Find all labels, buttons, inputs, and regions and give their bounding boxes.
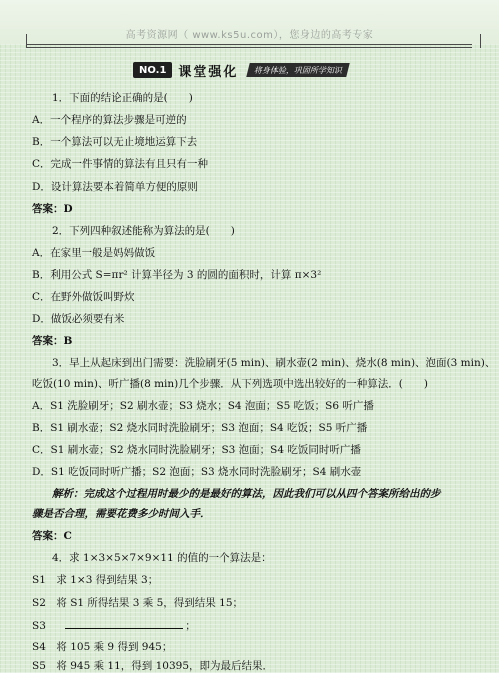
- fill-in-blank: [65, 618, 183, 629]
- option-3b: B．S1 刷水壶；S2 烧水同时洗脸刷牙；S3 泡面；S4 吃饭；S5 听广播: [32, 422, 368, 434]
- answer-2: 答案：B: [32, 335, 73, 347]
- option-3c: C．S1 刷水壶；S2 烧水同时洗脸刷牙；S3 泡面；S4 吃饭同时听广播: [32, 444, 361, 456]
- option-3a: A．S1 洗脸刷牙；S2 刷水壶；S3 烧水；S4 泡面；S5 吃饭；S6 听广播: [32, 400, 374, 412]
- step-s3-end: ；: [185, 620, 196, 632]
- option-1a: A．一个程序的算法步骤是可逆的: [32, 114, 187, 126]
- question-4: 4．求 1×3×5×7×9×11 的值的一个算法是：: [52, 552, 272, 564]
- step-s4: S4 将 105 乘 9 得到 945；: [32, 641, 173, 653]
- option-2b: B．利用公式 S=πr² 计算半径为 3 的圆的面积时，计算 π×3²: [32, 269, 322, 281]
- step-s5: S5 将 945 乘 11，得到 10395，即为最后结果．: [32, 660, 274, 672]
- section-title: 课堂强化: [178, 64, 239, 80]
- header-rule: [26, 44, 472, 45]
- section-badge: NO.1: [133, 62, 172, 78]
- explanation-line-1: 解析：完成这个过程用时最少的是最好的算法，因此我们可以从四个答案所给出的步: [52, 488, 441, 500]
- option-1b: B．一个算法可以无止境地运算下去: [32, 136, 198, 148]
- option-2c: C．在野外做饭叫野炊: [32, 291, 135, 303]
- header-rule-left-corner: [26, 34, 35, 48]
- section-banner: [133, 62, 393, 78]
- step-s3: [32, 618, 196, 633]
- answer-1: 答案：D: [32, 203, 73, 215]
- question-2: 2．下列四种叙述能称为算法的是( ): [52, 225, 235, 237]
- option-1c: C．完成一件事情的算法有且只有一种: [32, 158, 209, 170]
- question-3-line-2: 吃饭(10 min)、听广播(8 min)几个步骤．从下列选项中选出较好的一种算法．( ): [32, 378, 428, 390]
- step-s1: S1 求 1×3 得到结果 3；: [32, 574, 159, 586]
- option-1d: D．设计算法要本着简单方便的原则: [32, 181, 198, 193]
- header-rule-double: [26, 47, 472, 48]
- question-3-line-1: 3．早上从起床到出门需要：洗脸刷牙(5 min)、刷水壶(2 min)、烧水(8 min)、泡面(3 min)、: [52, 357, 496, 369]
- header-rule-right-corner: [472, 34, 481, 48]
- explanation-line-2: 骤是否合理，需要花费多少时间入手．: [32, 508, 211, 520]
- header-watermark: 高考资源网（ www.ks5u.com），您身边的高考专家: [125, 30, 374, 41]
- step-s2: S2 将 S1 所得结果 3 乘 5，得到结果 15；: [32, 597, 243, 609]
- option-2d: D．做饭必须要有米: [32, 313, 125, 325]
- answer-3: 答案：C: [32, 530, 72, 542]
- option-3d: D．S1 吃饭同时听广播；S2 泡面；S3 烧水同时洗脸刷牙；S4 刷水壶: [32, 466, 362, 478]
- option-2a: A．在家里一般是妈妈做饭: [32, 247, 156, 259]
- question-1: 1．下面的结论正确的是( ): [52, 92, 193, 104]
- step-s3-label: S3: [32, 620, 46, 632]
- section-slogan: 将身体验，巩固所学知识: [247, 63, 350, 77]
